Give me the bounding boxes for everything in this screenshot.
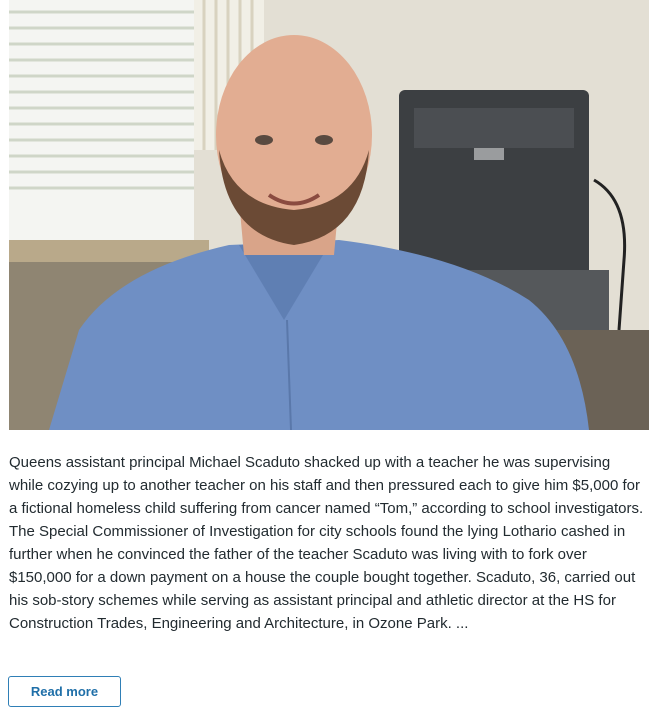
- article-summary: Queens assistant principal Michael Scaduto shacked up with a teacher he was supervising while cozying up to another teacher on his staff and then pressured each to give him $5,000 for a fictional homeless child suffering from cancer named “Tom,” according to school investigators. The Special Commissioner of Investigation for city schools found the lying Lothario cashed in further when he convinced the father of the teacher Scaduto was living with to fork over $150,000 for a down payment on a house the couple bought together. Scaduto, 36, carried out his sob-story schemes while serving as assistant principal and athletic director at the HS for Construction Trades, Engineering and Architecture, in Ozone Park. ...: [9, 454, 644, 632]
- read-more-button[interactable]: Read more: [8, 676, 121, 707]
- article-photo: [9, 0, 649, 430]
